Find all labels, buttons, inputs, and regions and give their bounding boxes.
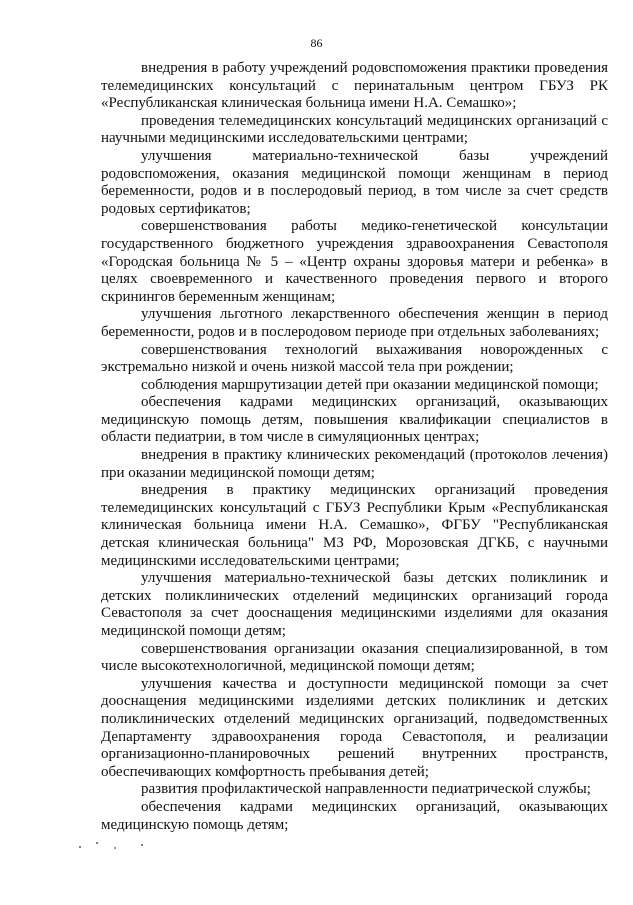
paragraph: совершенствования организации оказания специализированной, в том числе высокотехнологичной, медицинской помощи детям; — [101, 640, 608, 675]
paragraph: совершенствования работы медико-генетической консультации государственного бюджетного учреждения здравоохранения Севастополя «Городская больница № 5 – «Центр охраны здоровья матери и ребенка» в целях своевременного и качественного проведения первого и второго скринингов беременным женщинам; — [101, 218, 608, 305]
paragraph: развития профилактической направленности педиатрической службы; — [141, 781, 591, 798]
paragraph: совершенствования технологий выхаживания новорожденных с экстремально низкой и очень низкой массой тела при рождении; — [101, 341, 608, 376]
paragraph: соблюдения маршрутизации детей при оказании медицинской помощи; — [141, 376, 599, 393]
body-text — [101, 60, 608, 834]
scan-artifact-marks — [76, 838, 156, 852]
paragraph: обеспечения кадрами медицинских организаций, оказывающих медицинскую помощь детям; — [101, 798, 608, 833]
paragraph: улучшения материально-технической базы детских поликлиник и детских поликлинических отделений медицинских организаций города Севастополя за счет дооснащения медицинскими изделиями для оказания медицинской помощи детям; — [101, 570, 608, 639]
paragraph: внедрения в практику медицинских организаций проведения телемедицинских консультаций с ГБУЗ Республики Крым «Республиканская клиническая больница имени Н.А. Семашко», ФГБУ "Республиканская детская клиническая больница" МЗ РФ, Морозовская ДГКБ, с научными медицинскими исследовательскими центрами; — [101, 482, 608, 569]
paragraph: улучшения качества и доступности медицинской помощи за счет дооснащения медицинскими изделиями детских поликлиник и детских поликлинических отделений медицинских организаций, подведомственных Департаменту здравоохранения города Севастополя, и реализации организационно-планировочных решений внутренних пространств, обеспечивающих комфортность пребывания детей; — [101, 675, 608, 780]
page-number: 86 — [310, 36, 323, 50]
paragraph: проведения телемедицинских консультаций медицинских организаций с научными медицинскими исследовательскими центрами; — [101, 112, 608, 147]
paragraph: внедрения в практику клинических рекомендаций (протоколов лечения) при оказании медицинской помощи детям; — [101, 447, 608, 481]
paragraph: обеспечения кадрами медицинских организаций, оказывающих медицинскую помощь детям, повышения квалификации специалистов в области педиатрии, в том числе в симуляционных центрах; — [101, 394, 608, 446]
paragraph: улучшения льготного лекарственного обеспечения женщин в период беременности, родов и в послеродовом периоде при отдельных заболеваниях; — [101, 306, 608, 340]
paragraph: внедрения в работу учреждений родовспоможения практики проведения телемедицинских консультаций с перинатальным центром ГБУЗ РК «Республиканская клиническая больница имени Н.А. Семашко»; — [101, 60, 608, 112]
paragraph: улучшения материально-технической базы учреждений родовспоможения, оказания медицинской помощи женщинам в период беременности, родов и в послеродовый период, в том числе за счет средств родовых сертификатов; — [101, 147, 608, 217]
